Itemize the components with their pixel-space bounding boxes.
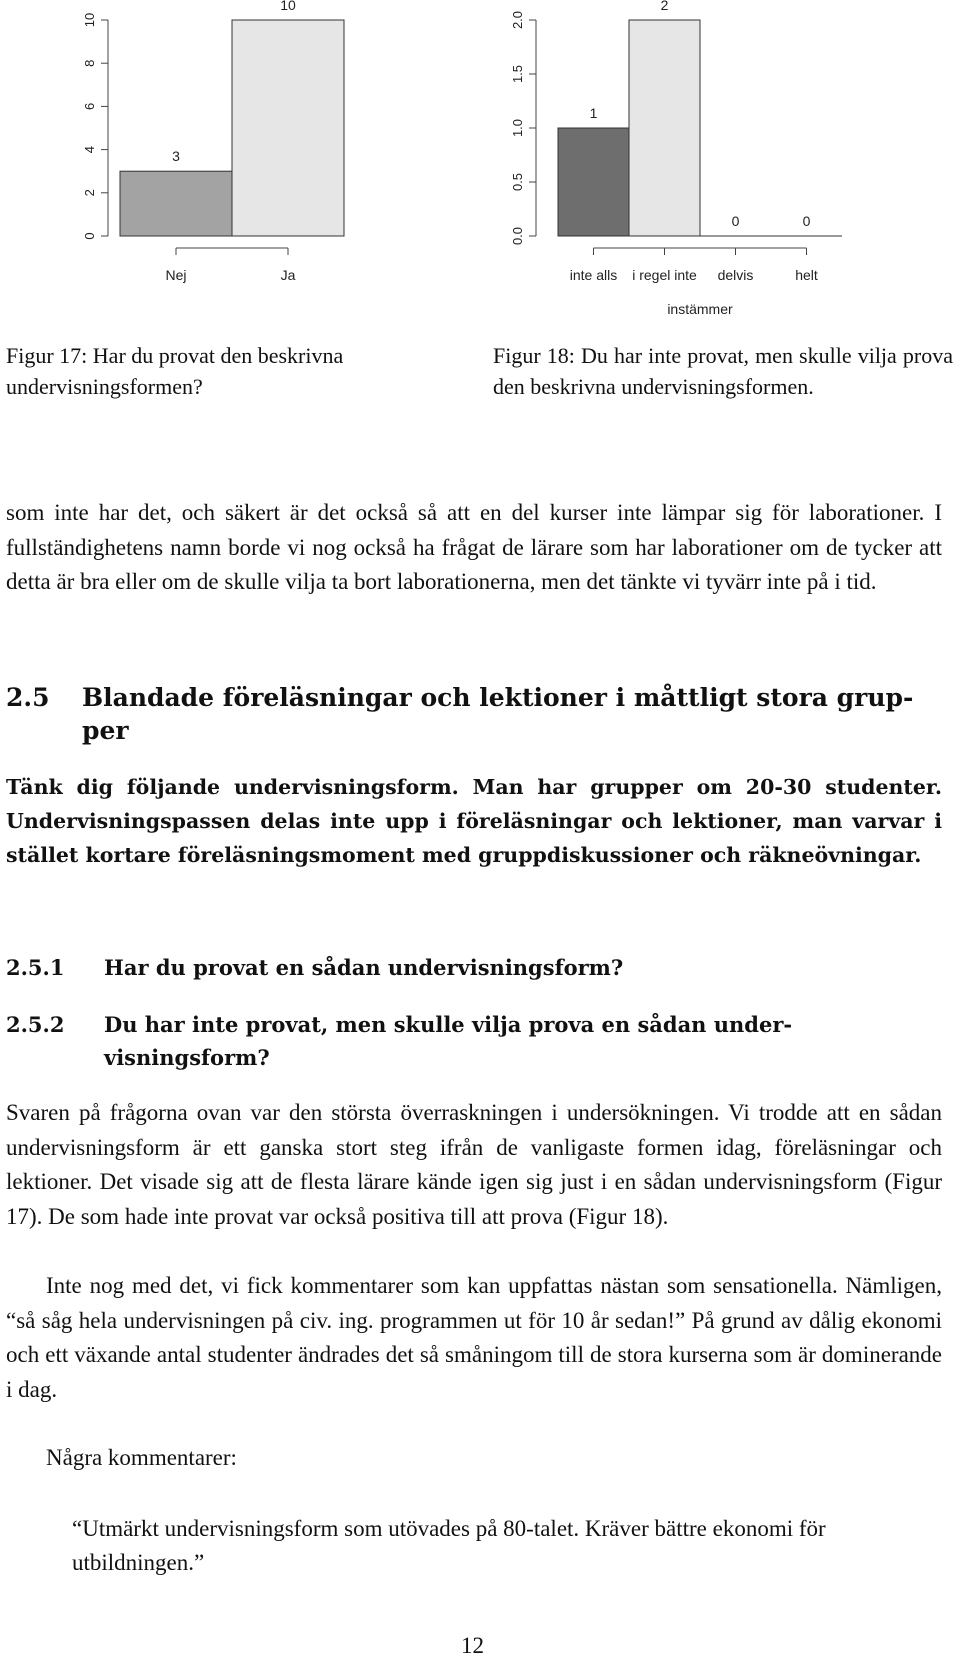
subsection-title-line1: Du har inte provat, men skulle vilja prova en sådan under- [104,1012,793,1037]
x-tick-label: Ja [280,267,296,283]
y-tick-label: 0.5 [510,172,525,192]
figure-17-caption: Figur 17: Har du provat den beskrivna undervisningsformen? [6,343,344,399]
y-tick-label: 2.0 [510,10,525,30]
y-tick-label: 6 [82,102,97,111]
y-tick-label: 0.0 [510,226,525,246]
paragraph-kommentarer: Några kommentarer: [46,1445,237,1470]
comment-quote: “Utmärkt undervisningsform som utövades på 80-talet. Kräver bättre ekonomi för utbildningen.” [72,1516,826,1575]
scenario-description: Tänk dig följande undervisningsform. Man har grupper om 20-30 studenter. Undervisningspassen delas inte upp i föreläsningar och lektioner, man varvar i stället kortare föreläsningsmoment med gruppdiskussioner och räkneövningar. [6,775,942,867]
page-number: 12 [461,1633,484,1658]
section-title-line2: per [82,716,129,745]
y-tick-label: 0 [82,232,97,240]
figure-18-caption: Figur 18: Du har inte provat, men skulle vilja prova den beskrivna undervisningsformen. [493,343,953,399]
y-tick-label: 1.5 [510,64,525,84]
x-tick-label: delvis [717,267,754,283]
x-tick-label: i regel inte [632,267,697,283]
x-tick-label: inte alls [569,267,618,283]
y-tick-label: 2 [82,189,97,197]
bar-data-label: 1 [589,105,598,121]
section-number: 2.5 [6,683,50,712]
paragraph-inte-nog: Inte nog med det, vi fick kommentarer som kan uppfattas nästan som sensationella. Nämligen, “så såg hela undervisningen på civ. ing. programmen ut för 10 år sedan!” På grund av dålig ekonomi och ett växande antal studenter ändrades det så småningom till de stora kurserna som är dominerande i dag. [6,1273,942,1402]
section-title-line1: Blandade föreläsningar och lektioner i måttligt stora grup- [82,683,914,712]
x-tick-label: Nej [165,267,187,283]
y-tick-label: 10 [82,12,97,28]
bar-data-label: 2 [660,0,669,13]
subsection-heading-2-5-1 [6,951,942,984]
subsection-number: 2.5.1 [6,955,65,980]
bar-data-label: 0 [802,213,811,229]
bar-data-label: 0 [731,213,740,229]
bar-data-label: 10 [280,0,296,13]
x-tick-label-extra: instämmer [667,301,733,317]
x-tick-label: helt [795,267,818,283]
paragraph-svaren: Svaren på frågorna ovan var den största överraskningen i undersökningen. Vi trodde att en sådan undervisningsform är ett ganska stort steg ifrån de vanligaste formen idag, föreläsningar och lektioner. Det visade sig att de flesta lärare kände igen sig just i en sådan undervisningsform (Figur 17). De som hade inte provat var också positiva till att prova (Figur 18). [6,1100,942,1229]
y-tick-label: 8 [82,59,97,67]
section-heading-2-5 [6,681,946,747]
figure-17-chart [0,0,450,320]
bar [558,128,629,236]
bar [232,20,344,236]
subsection-title: Har du provat en sådan undervisningsform? [104,955,624,980]
subsection-heading-2-5-2 [6,1008,942,1074]
bar-data-label: 3 [172,148,180,165]
bar [629,20,700,236]
subsection-title-line2: visningsform? [104,1045,270,1070]
figure-18-chart [500,0,940,330]
y-tick-label: 4 [82,145,97,154]
paragraph-laborationer: som inte har det, och säkert är det också så att en del kurser inte lämpar sig för laborationer. I fullständighetens namn borde vi nog också ha frågat de lärare som har laborationer om de tycker att detta är bra eller om de skulle vilja ta bort laborationerna, men det tänkte vi tyvärr inte på i tid. [6,500,942,594]
y-tick-label: 1.0 [510,118,525,138]
bar [120,171,232,236]
subsection-number: 2.5.2 [6,1012,65,1037]
